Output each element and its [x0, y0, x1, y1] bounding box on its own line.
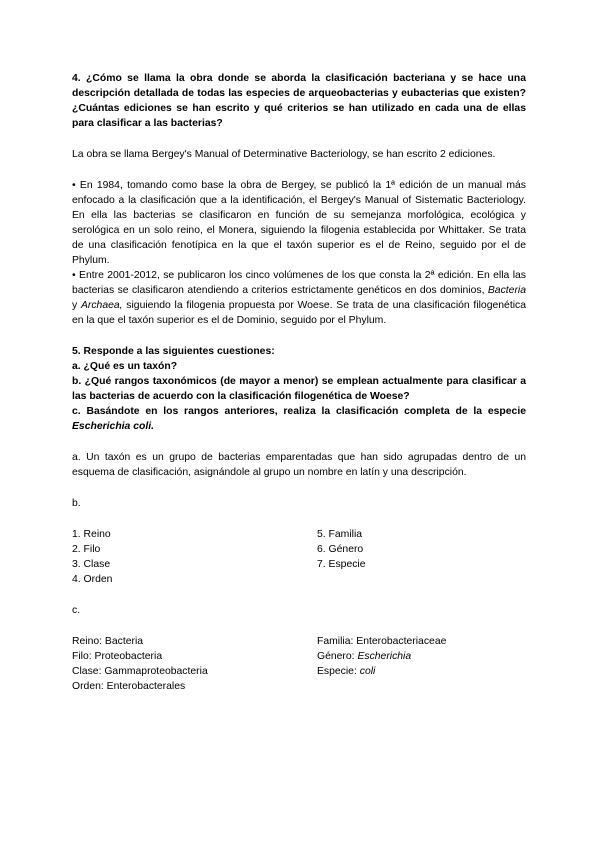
- classification-orden: Orden: Enterobacterales: [72, 681, 186, 692]
- answer-4-intro: La obra se llama Bergey's Manual of Determinative Bacteriology, se han escrito 2 ediciones.: [72, 149, 496, 160]
- rank-item: 2. Filo: [72, 544, 101, 555]
- rank-list: [72, 527, 526, 587]
- bullet-2-part-1: • Entre 2001-2012, se publicaron los cinco volúmenes de los que consta la 2ª edición. En ella las bacterias se clasificaron atendiendo a criterios estrictamente genéticos en dos dominios,: [72, 270, 526, 296]
- answer-4-bullet-1: • En 1984, tomando como base la obra de Bergey, se publicó la 1ª edición de un manual más enfocado a la clasificación que a la identificación, el Bergey's Manual of Sistematic Bacteriology. En ella las bacterias se clasificaron en función de su semejanza morfológica, ecológica y serológica en un solo reino, el Monera, siguiendo la filogenia establecida por Whittaker. Se trata de una clasificación fenotípica en la que el taxón superior es el de Reino, seguido por el de Phylum.: [72, 180, 526, 266]
- question-5-c-species: Escherichia coli.: [72, 421, 155, 432]
- classification-genero: [317, 649, 526, 664]
- answer-5b-label: b.: [72, 498, 81, 509]
- classification-especie: [317, 664, 526, 679]
- classification-right: [317, 634, 526, 694]
- classification-reino: Reino: Bacteria: [72, 636, 144, 647]
- question-4: 4. ¿Cómo se llama la obra donde se aborda la clasificación bacteriana y se hace una descripción detallada de todas las especies de arqueobacterias y eubacterias que existen? ¿Cuántas ediciones se han escrito y qué criterios se han utilizado en cada una de ellas para clasificar a las bacterias?: [72, 73, 526, 129]
- rank-item: 3. Clase: [72, 559, 111, 570]
- bullet-2-y: y: [72, 300, 81, 311]
- question-5-c: [72, 404, 526, 434]
- especie-label: Especie:: [317, 666, 360, 677]
- classification-familia: Familia: Enterobacteriaceae: [317, 636, 447, 647]
- answer-4-bullet-2: [72, 268, 526, 328]
- genero-value: Escherichia: [357, 651, 412, 662]
- rank-item: 6. Género: [317, 544, 364, 555]
- answer-4-bullets: [72, 178, 526, 328]
- question-5-title: 5. Responde a las siguientes cuestiones:: [72, 346, 275, 357]
- classification-filo: Filo: Proteobacteria: [72, 651, 163, 662]
- bullet-2-bacteria: Bacteria: [487, 285, 526, 296]
- rank-item: 1. Reino: [72, 529, 111, 540]
- rank-list-right: [317, 527, 526, 587]
- classification-list: [72, 634, 526, 694]
- rank-item: 5. Familia: [317, 529, 363, 540]
- rank-list-left: [72, 527, 317, 587]
- answer-5c-label: c.: [72, 605, 81, 616]
- bullet-2-archaea: Archaea,: [80, 300, 123, 311]
- answer-5a: a. Un taxón es un grupo de bacterias emparentadas que han sido agrupadas dentro de un esquema de clasificación, asignándole al grupo un nombre en latín y una descripción.: [72, 452, 526, 478]
- genero-label: Género:: [317, 651, 358, 662]
- document-page: [72, 71, 526, 694]
- rank-item: 7. Especie: [317, 559, 366, 570]
- bullet-2-part-2: siguiendo la filogenia propuesta por Woese. Se trata de una clasificación filogenética en la que el taxón superior es el de Dominio, seguido por el Phylum.: [72, 300, 527, 326]
- question-5-c-text: c. Basándote en los rangos anteriores, realiza la clasificación completa de la especie: [72, 406, 526, 417]
- question-5: [72, 344, 526, 434]
- question-5-b: b. ¿Qué rangos taxonómicos (de mayor a menor) se emplean actualmente para clasificar a las bacterias de acuerdo con la clasificación filogenética de Woese?: [72, 376, 526, 402]
- especie-value: coli: [359, 666, 376, 677]
- classification-left: [72, 634, 317, 694]
- question-5-a: a. ¿Qué es un taxón?: [72, 361, 178, 372]
- rank-item: 4. Orden: [72, 574, 113, 585]
- classification-clase: Clase: Gammaproteobacteria: [72, 666, 208, 677]
